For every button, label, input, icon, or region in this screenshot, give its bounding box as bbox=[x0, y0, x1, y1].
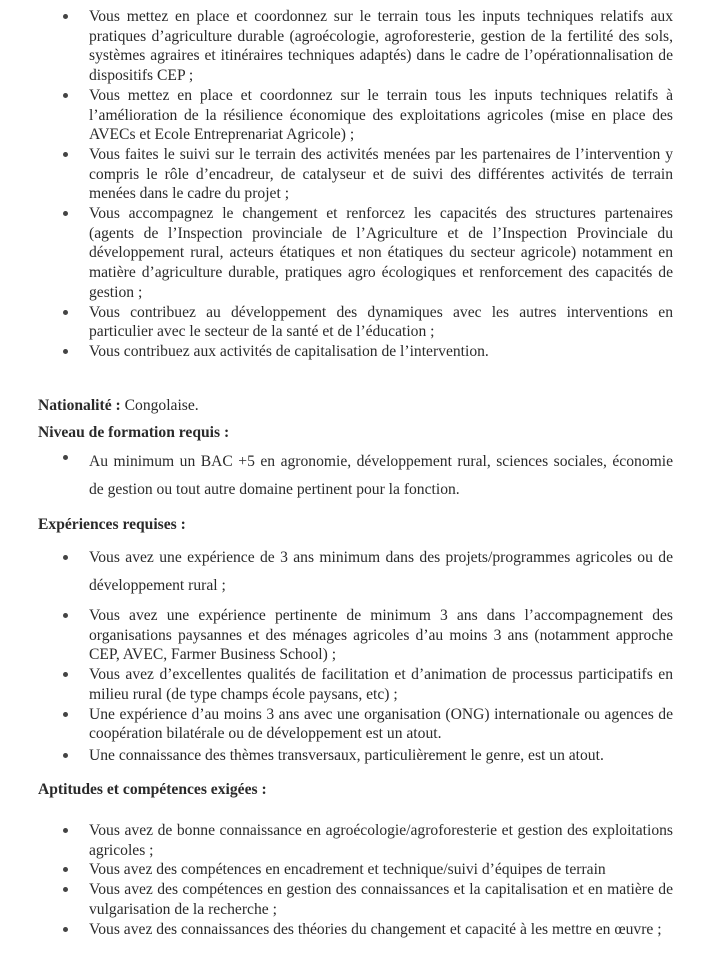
bullet-icon bbox=[63, 14, 68, 19]
list-item: Vous mettez en place et coordonnez sur le terrain tous les inputs techniques relatifs à l’amélioration de la résilience économique des exploitations agricoles (mise en place des AVECs et Ecole Entreprenariat Agricole) ; bbox=[0, 86, 711, 145]
list-item: Une expérience d’au moins 3 ans avec une organisation (ONG) internationale ou agences de coopération bilatérale ou de développement est un atout. bbox=[0, 705, 711, 744]
list-item: Vous avez d’excellentes qualités de facilitation et d’animation de processus participatifs en milieu rural (de type champs école paysans, etc) ; bbox=[0, 665, 711, 704]
bullet-icon bbox=[63, 672, 68, 677]
list-item: Vous avez une expérience pertinente de minimum 3 ans dans l’accompagnement des organisations paysannes et des ménages agricoles d’au moins 3 ans (notamment approche CEP, AVEC, Farmer Business School) ; bbox=[0, 606, 711, 665]
bullet-icon bbox=[63, 867, 68, 872]
bullet-icon bbox=[63, 349, 68, 354]
experience-section bbox=[0, 544, 711, 766]
bullet-icon bbox=[63, 310, 68, 315]
bullet-icon bbox=[63, 887, 68, 892]
bullet-icon bbox=[63, 455, 68, 460]
list-item: Vous faites le suivi sur le terrain des activités menées par les partenaires de l’intervention y compris le rôle d’encadreur, de catalyseur et de suivi des différentes activités de terrain menées dans le cadre du projet ; bbox=[0, 145, 711, 204]
nationality-value: Congolaise. bbox=[120, 397, 199, 414]
list-item: Une connaissance des thèmes transversaux, particulièrement le genre, est un atout. bbox=[0, 746, 711, 766]
list-item: Vous avez de bonne connaissance en agroécologie/agroforesterie et gestion des exploitations agricoles ; bbox=[0, 821, 711, 860]
list-item: Vous avez des compétences en gestion des connaissances et la capitalisation et en matière de vulgarisation de la recherche ; bbox=[0, 880, 711, 919]
bullet-icon bbox=[63, 712, 68, 717]
list-item: Vous accompagnez le changement et renforcez les capacités des structures partenaires (agents de l’Inspection provinciale de l’Agriculture et de l’Inspection Provinciale du développement rural, acteurs étatiques et non étatiques du secteur agricole) notamment en matière d’agriculture durable, pratiques agro écologiques et renforcement des capacités de gestion ; bbox=[0, 204, 711, 303]
nationality-label: Nationalité : bbox=[38, 397, 121, 414]
skills-heading: Aptitudes et compétences exigées : bbox=[38, 781, 267, 798]
bullet-icon bbox=[63, 555, 68, 560]
bullet-icon bbox=[63, 93, 68, 98]
list-item: Vous avez des connaissances des théories du changement et capacité à les mettre en œuvre ; bbox=[0, 920, 711, 940]
bullet-icon bbox=[63, 211, 68, 216]
responsibilities-list bbox=[0, 7, 711, 362]
list-item: Vous avez des compétences en encadrement et technique/suivi d’équipes de terrain bbox=[0, 860, 711, 880]
experience-list bbox=[0, 544, 711, 766]
nationality-line bbox=[38, 396, 199, 416]
bullet-icon bbox=[63, 753, 68, 758]
list-item: Vous contribuez au développement des dynamiques avec les autres interventions en particulier avec le secteur de la santé et de l’éducation ; bbox=[0, 303, 711, 342]
list-item: Vous avez une expérience de 3 ans minimum dans des projets/programmes agricoles ou de développement rural ; bbox=[0, 544, 711, 600]
education-heading: Niveau de formation requis : bbox=[38, 424, 230, 441]
list-item: Vous mettez en place et coordonnez sur le terrain tous les inputs techniques relatifs aux pratiques d’agriculture durable (agroécologie, agroforesterie, gestion de la fertilité des sols, systèmes agraires et itinéraires techniques adaptés) dans le cadre de l’opérationnalisation de dispositifs CEP ; bbox=[0, 7, 711, 86]
list-item: Au minimum un BAC +5 en agronomie, développement rural, sciences sociales, économie de gestion ou tout autre domaine pertinent pour la fonction. bbox=[0, 448, 711, 504]
experience-heading: Expériences requises : bbox=[38, 516, 186, 533]
bullet-icon bbox=[63, 152, 68, 157]
bullet-icon bbox=[63, 828, 68, 833]
education-section bbox=[0, 448, 711, 504]
skills-section bbox=[0, 821, 711, 939]
responsibilities-section bbox=[0, 7, 711, 362]
list-item: Vous contribuez aux activités de capitalisation de l’intervention. bbox=[0, 342, 711, 362]
bullet-icon bbox=[63, 927, 68, 932]
bullet-icon bbox=[63, 613, 68, 618]
education-list bbox=[0, 448, 711, 504]
skills-list bbox=[0, 821, 711, 939]
